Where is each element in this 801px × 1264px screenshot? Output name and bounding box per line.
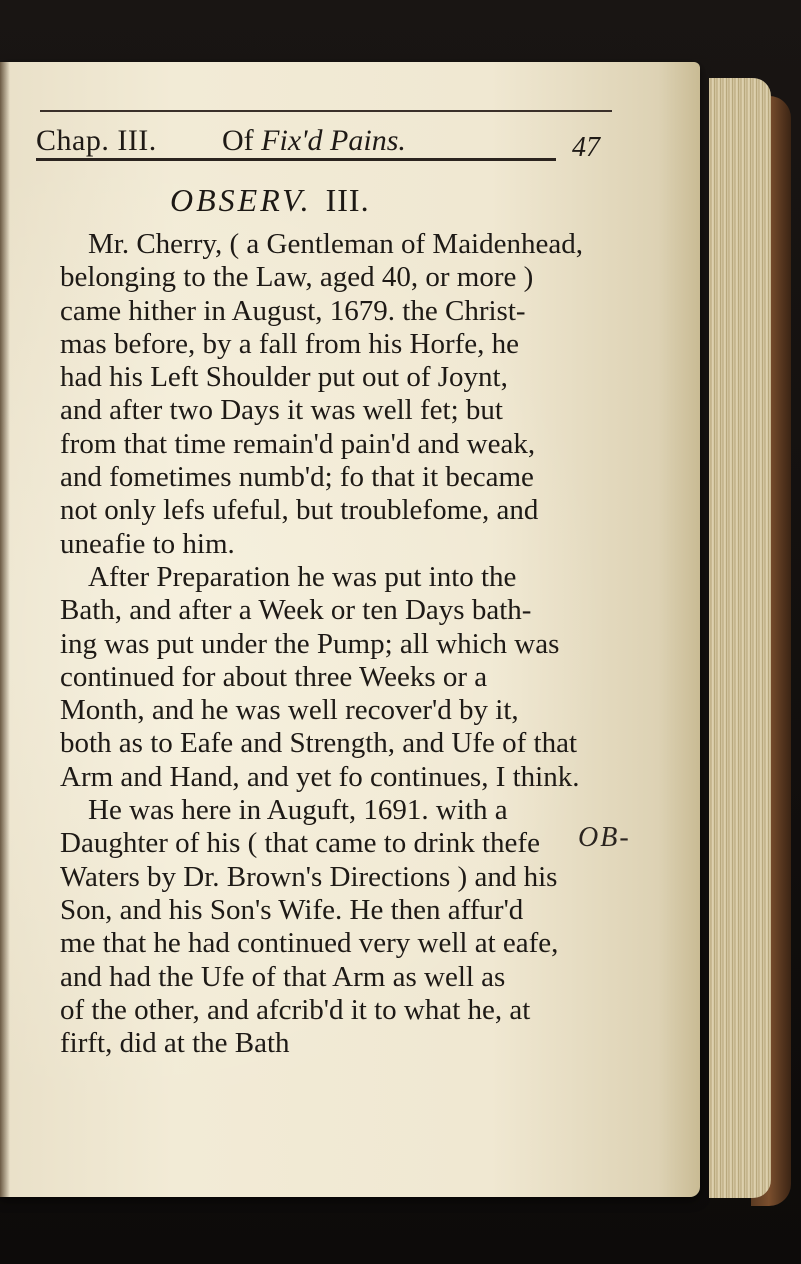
text-line: Mr. Cherry, ( a Gentleman of Maidenhead, — [88, 228, 583, 260]
text-line: from that time remain'd pain'd and weak, — [60, 427, 536, 460]
text-line: and after two Days it was well fet; but — [60, 394, 503, 427]
text-line: uneafie to him. — [60, 527, 235, 560]
text-line: Month, and he was well recover'd by it, — [60, 694, 519, 727]
running-title — [222, 124, 406, 158]
text-line: and had the Ufe of that Arm as well as — [60, 960, 506, 993]
running-header — [36, 118, 632, 162]
text-line: had his Left Shoulder put out of Joynt, — [60, 361, 508, 394]
catchword: OB- — [578, 822, 631, 853]
text-line: Arm and Hand, and yet fo continues, I think. — [60, 760, 580, 793]
text-line: of the other, and afcrib'd it to what he, at — [60, 993, 531, 1026]
text-line: mas before, by a fall from his Horfe, he — [60, 327, 520, 360]
text-line: belonging to the Law, aged 40, or more ) — [60, 261, 534, 294]
text-line: both as to Eafe and Strength, and Ufe of that — [60, 727, 578, 760]
text-line: not only lefs ufeful, but troublefome, and — [60, 494, 539, 527]
text-line: Waters by Dr. Brown's Directions ) and his — [60, 860, 558, 893]
text-line: Bath, and after a Week or ten Days bath- — [60, 594, 532, 627]
text-line: He was here in Auguft, 1691. with a — [88, 794, 508, 827]
page-edges — [709, 78, 771, 1198]
text-line: continued for about three Weeks or a — [60, 660, 488, 693]
page-number: 47 — [572, 132, 600, 163]
observation-label: OBSERV. — [170, 182, 312, 218]
body-text — [60, 228, 626, 1060]
text-line: Son, and his Son's Wife. He then affur'd — [60, 893, 524, 926]
text-line: After Preparation he was put into the — [88, 560, 517, 593]
book-page — [0, 62, 700, 1197]
observation-heading — [170, 182, 370, 219]
running-title-prefix: Of — [222, 124, 254, 157]
chapter-label: Chap. III. — [36, 124, 157, 157]
observation-number: III. — [325, 182, 370, 218]
header-bottom-rule — [36, 158, 556, 161]
header-top-rule — [40, 110, 612, 112]
running-title-italic: Fix'd Pains. — [261, 124, 406, 157]
text-line: ing was put under the Pump; all which was — [60, 627, 560, 660]
text-line: Daughter of his ( that came to drink thefe — [60, 827, 540, 860]
text-line: firft, did at the Bath — [60, 1027, 290, 1060]
text-line: me that he had continued very well at eafe, — [60, 927, 559, 960]
text-line: came hither in August, 1679. the Christ- — [60, 294, 526, 327]
text-line: and fometimes numb'd; fo that it became — [60, 461, 534, 494]
